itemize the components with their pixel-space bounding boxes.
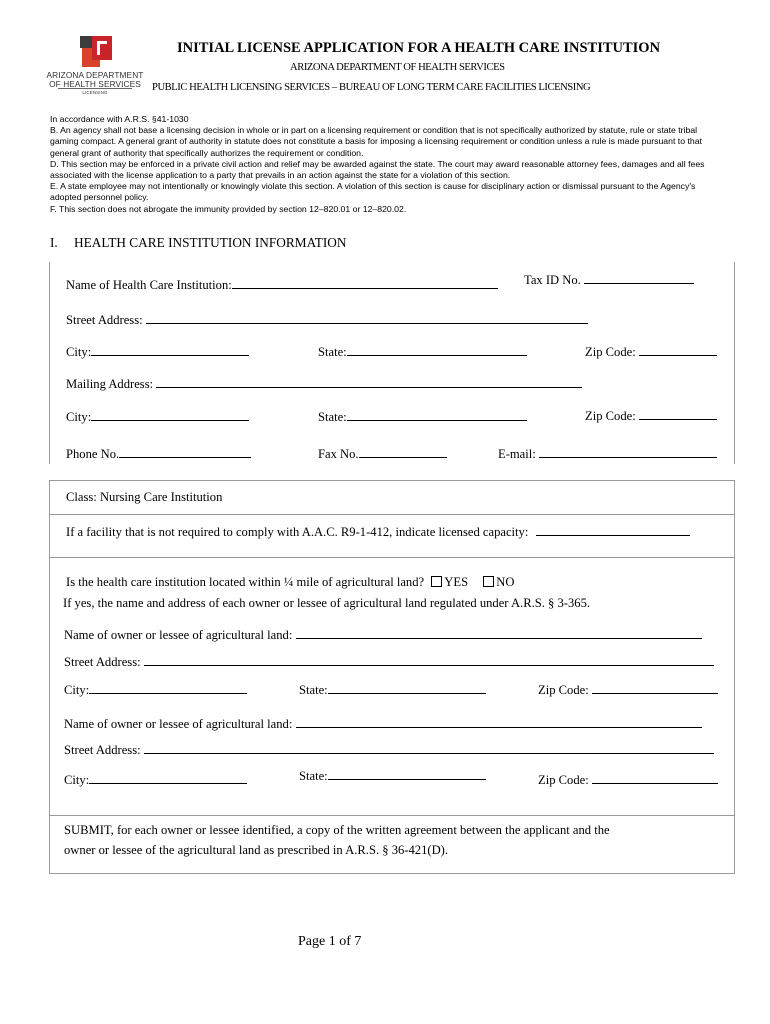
owner1-city-label: City: [64, 683, 90, 697]
email-label: E-mail: [498, 447, 536, 461]
state-field[interactable] [347, 343, 527, 356]
classbox-right [734, 480, 735, 558]
section1-box-left [49, 262, 50, 464]
owner2-zip-row [538, 771, 718, 788]
agri-question-row [66, 575, 514, 590]
phone-field[interactable] [119, 445, 251, 458]
zip-row-1 [585, 343, 717, 360]
logo-divider [58, 88, 132, 89]
capacity-label: If a facility that is not required to comply with A.A.C. R9-1-412, indicate licensed capacity: [66, 525, 529, 539]
logo-line-3: LICENSING [82, 90, 108, 95]
capacity-field[interactable] [536, 523, 690, 536]
agency-logo [40, 34, 150, 98]
capacity-row [66, 523, 690, 540]
owner2-street-row [64, 741, 714, 758]
owner2-name-label: Name of owner or lessee of agricultural land: [64, 717, 293, 731]
submit-line-1: SUBMIT, for each owner or lessee identified, a copy of the written agreement between the applicant and the [64, 823, 610, 837]
state-row-1 [318, 343, 527, 360]
institution-name-field[interactable] [232, 276, 498, 289]
city-row-2 [66, 408, 249, 425]
tax-id-label: Tax ID No. [524, 273, 581, 287]
bureau-name: PUBLIC HEALTH LICENSING SERVICES – BUREAU OF LONG TERM CARE FACILITIES LICENSING [152, 82, 591, 93]
statute-heading: In accordance with A.R.S. §41-1030 [50, 114, 189, 124]
owner2-street-field[interactable] [144, 741, 714, 754]
tax-id-row [524, 271, 694, 288]
statute-paragraph-e: E. A state employee may not intentionally or knowingly violate this section. A violation of this section is cause for disciplinary action or dismissal pursuant to the Agency's adopted personnel policy. [50, 181, 696, 203]
owner2-state-label: State: [299, 769, 328, 783]
section1-box-right [734, 262, 735, 464]
owner1-zip-field[interactable] [592, 681, 718, 694]
yes-label: YES [444, 575, 469, 589]
logo-line-2: OF HEALTH SERVICES [49, 79, 141, 89]
page-number: Page 1 of 7 [298, 934, 362, 949]
owner2-street-label: Street Address: [64, 743, 141, 757]
class-text: Class: Nursing Care Institution [66, 490, 223, 504]
street-field[interactable] [146, 311, 588, 324]
no-checkbox[interactable] [483, 576, 494, 587]
city-row-1 [66, 343, 249, 360]
statute-paragraph-b: B. An agency shall not base a licensing decision in whole or in part on a licensing requirement or condition that is not specifically authorized by statute, rule or state tribal gaming compact. A general grant of authority in statute does not constitute a basis for imposing a licensing requirement or condition unless a rule is made pursuant to that general grant of authority that specifically authorizes the requirement or condition. [50, 125, 702, 158]
submit-line-2: owner or lessee of the agricultural land as prescribed in A.R.S. § 36-421(D). [64, 843, 449, 857]
statute-notice [50, 114, 725, 215]
classbox-left [49, 480, 50, 558]
city-label: City: [66, 345, 92, 359]
owner2-name-row [64, 715, 702, 732]
mailing-state-field[interactable] [347, 408, 527, 421]
institution-name-row [66, 276, 498, 293]
tax-id-field[interactable] [584, 271, 694, 284]
fax-label: Fax No. [318, 447, 359, 461]
owner1-street-label: Street Address: [64, 655, 141, 669]
department-name: ARIZONA DEPARTMENT OF HEALTH SERVICES [290, 62, 505, 73]
agri-question: Is the health care institution located within ¼ mile of agricultural land? [66, 575, 425, 589]
owner1-name-label: Name of owner or lessee of agricultural land: [64, 628, 293, 642]
phone-label: Phone No. [66, 447, 120, 461]
owner2-zip-label: Zip Code: [538, 773, 589, 787]
state-row-2 [318, 408, 527, 425]
street-label: Street Address: [66, 313, 143, 327]
agri-box-right [734, 558, 735, 873]
street-row [66, 311, 588, 328]
owner2-zip-field[interactable] [592, 771, 718, 784]
owner1-name-row [64, 626, 702, 643]
zip-field[interactable] [639, 343, 717, 356]
owner1-name-field[interactable] [296, 626, 702, 639]
no-label: NO [496, 575, 515, 589]
yes-checkbox[interactable] [431, 576, 442, 587]
statute-paragraph-f: F. This section does not abrogate the immunity provided by section 12–820.01 or 12–820.02. [50, 203, 407, 214]
zip-label: Zip Code: [585, 345, 636, 359]
statute-paragraph-d: D. This section may be enforced in a private civil action and relief may be awarded against the state. The court may award reasonable attorney fees, damages and all fees associated with the license application to a party that prevails in an action against the state for a violation of this section. [50, 158, 705, 181]
owner1-state-row [299, 681, 486, 698]
state-label: State: [318, 345, 347, 359]
owner1-city-field[interactable] [89, 681, 247, 694]
fax-row [318, 445, 447, 462]
classbox-bottom-rule [49, 557, 735, 558]
owner1-city-row [64, 681, 247, 698]
owner1-zip-row [538, 681, 718, 698]
owner2-state-field[interactable] [328, 767, 486, 780]
owner2-city-label: City: [64, 773, 90, 787]
email-field[interactable] [539, 445, 717, 458]
mailing-city-field[interactable] [91, 408, 249, 421]
agri-ifyes-text: If yes, the name and address of each owner or lessee of agricultural land regulated under A.R.S. § 3-365. [63, 596, 591, 610]
form-title: INITIAL LICENSE APPLICATION FOR A HEALTH CARE INSTITUTION [177, 40, 661, 56]
phone-row [66, 445, 251, 462]
mailing-state-label: State: [318, 410, 347, 424]
owner1-state-label: State: [299, 683, 328, 697]
adhs-logo-icon [76, 34, 118, 68]
agri-box-left [49, 558, 50, 873]
mailing-zip-field[interactable] [639, 407, 717, 420]
owner2-city-field[interactable] [89, 771, 247, 784]
submit-bottom-rule [49, 873, 735, 874]
section-title: HEALTH CARE INSTITUTION INFORMATION [74, 235, 347, 250]
section-number: I. [50, 235, 58, 250]
mailing-zip-label: Zip Code: [585, 409, 636, 423]
mailing-city-label: City: [66, 410, 92, 424]
mailing-row [66, 375, 582, 392]
classbox-top-rule [49, 480, 735, 481]
owner1-street-field[interactable] [144, 653, 714, 666]
owner2-name-field[interactable] [296, 715, 702, 728]
city-field[interactable] [91, 343, 249, 356]
logo-line-1: ARIZONA DEPARTMENT [46, 70, 144, 80]
classbox-mid-rule [49, 514, 735, 515]
mailing-label: Mailing Address: [66, 377, 154, 391]
fax-field[interactable] [359, 445, 447, 458]
owner1-street-row [64, 653, 714, 670]
zip-row-2 [585, 407, 717, 424]
owner1-zip-label: Zip Code: [538, 683, 589, 697]
mailing-field[interactable] [156, 375, 582, 388]
submit-top-rule [49, 815, 735, 816]
owner2-state-row [299, 767, 486, 784]
email-row [498, 445, 717, 462]
institution-name-label: Name of Health Care Institution: [66, 278, 232, 292]
owner1-state-field[interactable] [328, 681, 486, 694]
owner2-city-row [64, 771, 247, 788]
